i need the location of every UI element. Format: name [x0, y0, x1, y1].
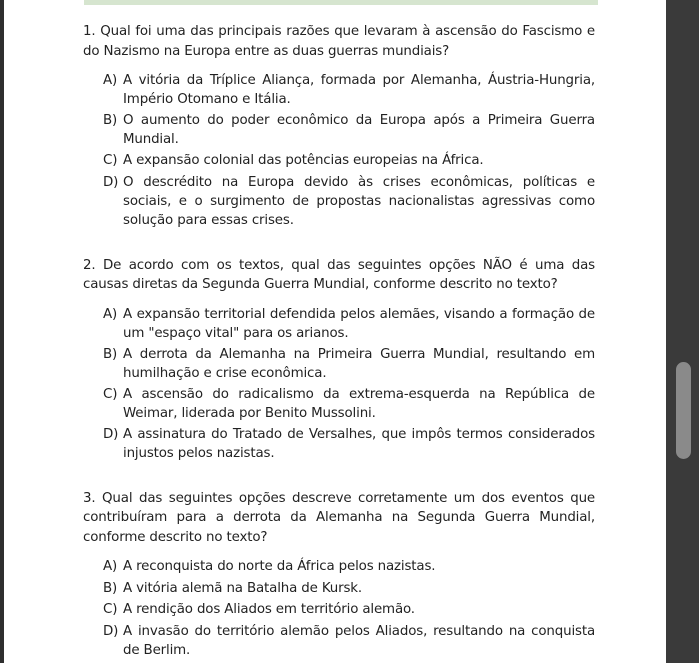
question-1-option-a [83, 71, 595, 109]
option-text: A invasão do território alemão pelos Aliados, resultando na conquista de Berlim. [123, 623, 595, 658]
option-letter: D) [103, 174, 119, 190]
option-letter: D) [103, 426, 119, 442]
option-text: A vitória da Tríplice Aliança, formada por Alemanha, Áustria-Hungria, Império Otomano e Itália. [123, 73, 595, 107]
question-2-option-d [83, 425, 595, 463]
question-3-option-d [83, 622, 595, 660]
question-3-options [83, 557, 595, 660]
question-2-option-a [83, 305, 595, 343]
question-3-text: 3. Qual das seguintes opções descreve corretamente um dos eventos que contribuíram para a derrota da Alemanha na Segunda Guerra Mundial, conforme descrito no texto? [83, 490, 595, 545]
question-3-option-a [83, 557, 595, 577]
option-text: A expansão territorial defendida pelos alemães, visando a formação de um "espaço vital" para os arianos. [123, 306, 595, 341]
option-letter: B) [103, 113, 118, 128]
option-text: A reconquista do norte da África pelos nazistas. [123, 559, 436, 574]
question-2-text: 2. De acordo com os textos, qual das seguintes opções NÃO é uma das causas diretas da Segunda Guerra Mundial, conforme descrito no texto? [83, 257, 595, 292]
option-letter: C) [103, 153, 118, 168]
option-text: O descrédito na Europa devido às crises econômicas, políticas e sociais, e o surgimento de propostas nacionalistas agressivas como solução para essas crises. [123, 174, 595, 228]
question-1-option-b [83, 111, 595, 149]
question-2-options [83, 305, 595, 463]
option-text: A ascensão do radicalismo da extrema-esquerda na República de Weimar, liderada por Benito Mussolini. [123, 386, 595, 421]
document-content [83, 22, 595, 662]
scrollbar-thumb[interactable] [676, 362, 691, 459]
option-letter: A) [103, 306, 118, 322]
scrollbar-track[interactable] [666, 0, 699, 663]
question-3-option-b [83, 579, 595, 599]
option-text: A expansão colonial das potências europeias na África. [123, 153, 484, 168]
option-letter: B) [103, 346, 118, 362]
question-3-option-c [83, 600, 595, 620]
question-1-options [83, 71, 595, 230]
question-1-option-d [83, 173, 595, 230]
option-text: O aumento do poder econômico da Europa após a Primeira Guerra Mundial. [123, 113, 595, 147]
option-letter: C) [103, 386, 118, 402]
option-letter: A) [103, 73, 118, 88]
option-text: A rendição dos Aliados em território alemão. [123, 602, 415, 617]
option-letter: D) [103, 623, 119, 639]
header-accent-bar [84, 0, 598, 5]
question-1-text: 1. Qual foi uma das principais razões que levaram à ascensão do Fascismo e do Nazismo na Europa entre as duas guerras mundiais? [83, 24, 595, 59]
option-text: A assinatura do Tratado de Versalhes, que impôs termos considerados injustos pelos nazistas. [123, 426, 595, 461]
option-text: A vitória alemã na Batalha de Kursk. [123, 580, 363, 596]
question-1-option-c [83, 151, 595, 171]
option-letter: A) [103, 559, 118, 574]
question-2-option-c [83, 385, 595, 423]
option-letter: B) [103, 580, 118, 596]
document-page [4, 0, 666, 663]
option-text: A derrota da Alemanha na Primeira Guerra Mundial, resultando em humilhação e crise econômica. [123, 346, 595, 381]
question-2-option-b [83, 345, 595, 383]
option-letter: C) [103, 602, 118, 617]
